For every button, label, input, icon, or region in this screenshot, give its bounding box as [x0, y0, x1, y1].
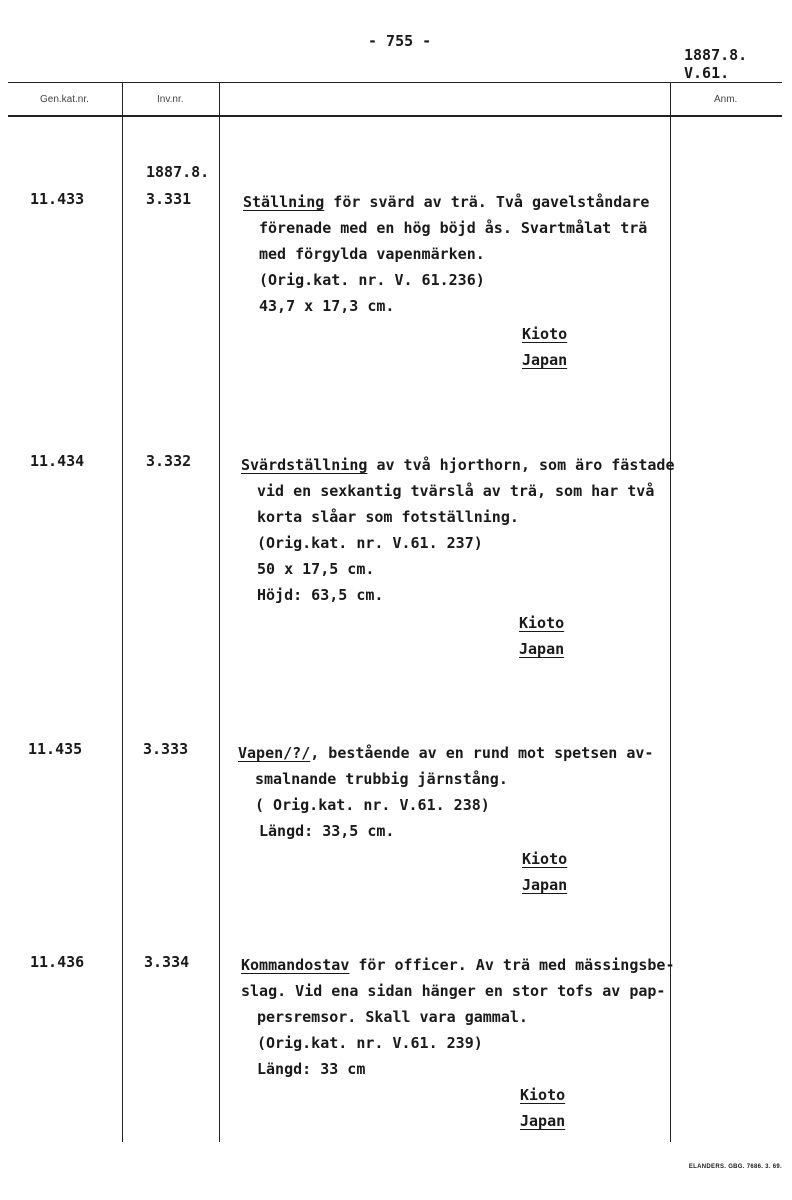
entry-line: Längd: 33,5 cm.: [259, 822, 395, 840]
column-divider-3: [670, 82, 671, 1142]
entry-inv-number: 3.334: [144, 953, 190, 971]
entry-line: korta slåar som fotställning.: [257, 508, 519, 526]
header-top-rule: [8, 82, 782, 83]
column-header-inv: Inv.nr.: [157, 94, 184, 105]
entry-line: smalnande trubbig järnstång.: [255, 770, 508, 788]
entry-first-line: [241, 456, 674, 474]
entry-line: slag. Vid ena sidan hänger en stor tofs av pap-: [241, 982, 666, 1000]
entry-country: Japan: [520, 1112, 566, 1130]
entry-place: Kioto: [522, 850, 568, 868]
entry-first-line-text: av två hjorthorn, som äro fästade: [367, 456, 675, 474]
entry-inv-year: 1887.8.: [146, 163, 210, 181]
entry-title: Ställning: [243, 193, 325, 211]
entry-line: 50 x 17,5 cm.: [257, 560, 375, 578]
entry-country: Japan: [522, 351, 568, 369]
entry-line: Längd: 33 cm: [257, 1060, 366, 1078]
entry-country: Japan: [519, 640, 565, 658]
entry-place: Kioto: [519, 614, 565, 632]
entry-genkat-number: 11.434: [30, 452, 85, 470]
entry-line: ( Orig.kat. nr. V.61. 238): [255, 796, 490, 814]
column-header-anm: Anm.: [714, 94, 738, 105]
entry-line: (Orig.kat. nr. V.61. 237): [257, 534, 483, 552]
reference-line-1: 1887.8.: [684, 46, 748, 64]
reference-line-2: V.61.: [684, 64, 730, 82]
entry-line: (Orig.kat. nr. V. 61.236): [259, 271, 485, 289]
entry-first-line: [241, 956, 674, 974]
header-bottom-rule: [8, 115, 782, 117]
column-divider-1: [122, 82, 123, 1142]
entry-genkat-number: 11.433: [30, 190, 85, 208]
entry-first-line: [238, 744, 653, 762]
entry-first-line-text: för svärd av trä. Två gavelståndare: [324, 193, 650, 211]
entry-line: (Orig.kat. nr. V.61. 239): [257, 1034, 483, 1052]
entry-line: 43,7 x 17,3 cm.: [259, 297, 395, 315]
entry-inv-number: 3.331: [146, 190, 192, 208]
entry-title: Vapen/?/: [238, 744, 311, 762]
entry-genkat-number: 11.436: [30, 953, 85, 971]
entry-line: med förgylda vapenmärken.: [259, 245, 485, 263]
reference-number: [684, 46, 747, 82]
column-divider-2: [219, 82, 220, 1142]
entry-first-line-text: för officer. Av trä med mässingsbe-: [349, 956, 675, 974]
entry-line: persremsor. Skall vara gammal.: [257, 1008, 528, 1026]
entry-inv-number: 3.333: [143, 740, 189, 758]
entry-title: Kommandostav: [241, 956, 350, 974]
entry-title: Svärdställning: [241, 456, 368, 474]
page-number: - 755 -: [368, 32, 432, 50]
entry-place: Kioto: [522, 325, 568, 343]
entry-first-line: [243, 193, 649, 211]
entry-line: Höjd: 63,5 cm.: [257, 586, 384, 604]
entry-place: Kioto: [520, 1086, 566, 1104]
entry-genkat-number: 11.435: [28, 740, 83, 758]
column-header-genkat: Gen.kat.nr.: [40, 94, 89, 105]
entry-first-line-text: , bestående av en rund mot spetsen av-: [310, 744, 654, 762]
entry-country: Japan: [522, 876, 568, 894]
entry-line: förenade med en hög böjd ås. Svartmålat trä: [259, 219, 648, 237]
printer-imprint: ELANDERS. GBG. 7686. 3. 69.: [688, 1164, 782, 1170]
entry-line: vid en sexkantig tvärslå av trä, som har två: [257, 482, 655, 500]
entry-inv-number: 3.332: [146, 452, 192, 470]
